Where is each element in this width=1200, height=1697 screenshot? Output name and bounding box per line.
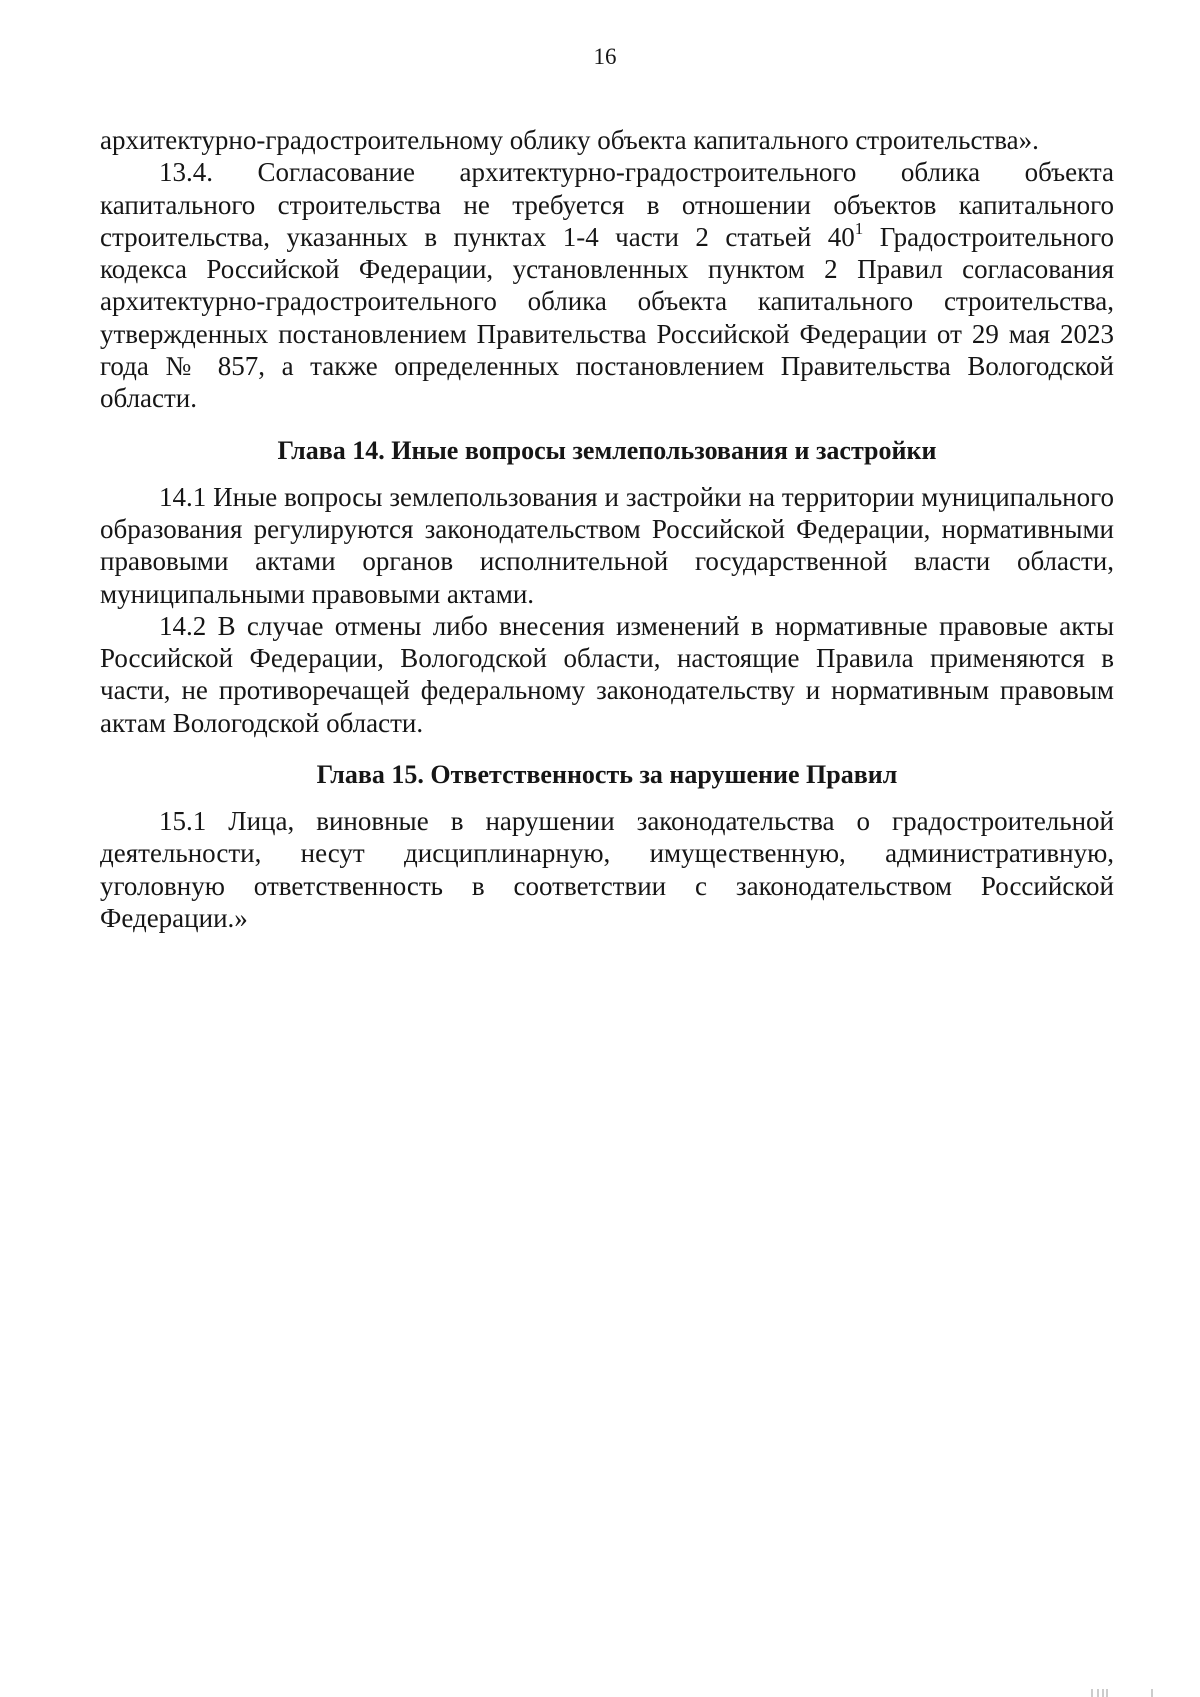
chapter-14-heading: Глава 14. Иные вопросы землепользования и застройки bbox=[277, 435, 937, 465]
paragraph-15-1: 15.1 Лица, виновные в нарушении законодательства о градостроительной деятельности, несут дисциплинарную, имущественную, административную, уголовную ответственность в соответствии с законодательством Российской Федерации.» bbox=[100, 806, 1114, 933]
paragraph-13-4-text-a: 13.4. Согласование архитектурно-градостроительного облика объекта капитального строительства не требуется в отношении объектов капитального строительства, указанных в пунктах 1-4 части 2 статьей 40 bbox=[100, 157, 1114, 252]
paragraph-continuation: архитектурно-градостроительному облику объекта капитального строительства». bbox=[100, 125, 1039, 155]
paragraph-13-4-text-b: Градостроительного кодекса Российской Федерации, установленных пунктом 2 Правил согласования архитектурно-градостроительного облика объекта капитального строительства, утвержденных постановлением Правительства Российской Федерации от 29 мая 2023 года № 857, а также определенных постановлением Правительства Вологодской области. bbox=[100, 221, 1114, 414]
scan-artifact-marks bbox=[1080, 1687, 1160, 1697]
article-superscript: 1 bbox=[854, 218, 864, 238]
document-body bbox=[100, 124, 1114, 934]
paragraph-13-4 bbox=[100, 156, 1114, 414]
page-number: 16 bbox=[593, 44, 617, 69]
chapter-15-heading: Глава 15. Ответственность за нарушение Правил bbox=[316, 760, 898, 790]
paragraph-14-2: 14.2 В случае отмены либо внесения изменений в нормативные правовые акты Российской Федерации, Вологодской области, настоящие Правила применяются в части, не противоречащей федеральному законодательству и нормативным правовым актам Вологодской области. bbox=[100, 610, 1114, 738]
paragraph-14-1: 14.1 Иные вопросы землепользования и застройки на территории муниципального образования регулируются законодательством Российской Федерации, нормативными правовыми актами органов исполнительной государственной власти области, муниципальными правовыми актами. bbox=[100, 481, 1114, 609]
